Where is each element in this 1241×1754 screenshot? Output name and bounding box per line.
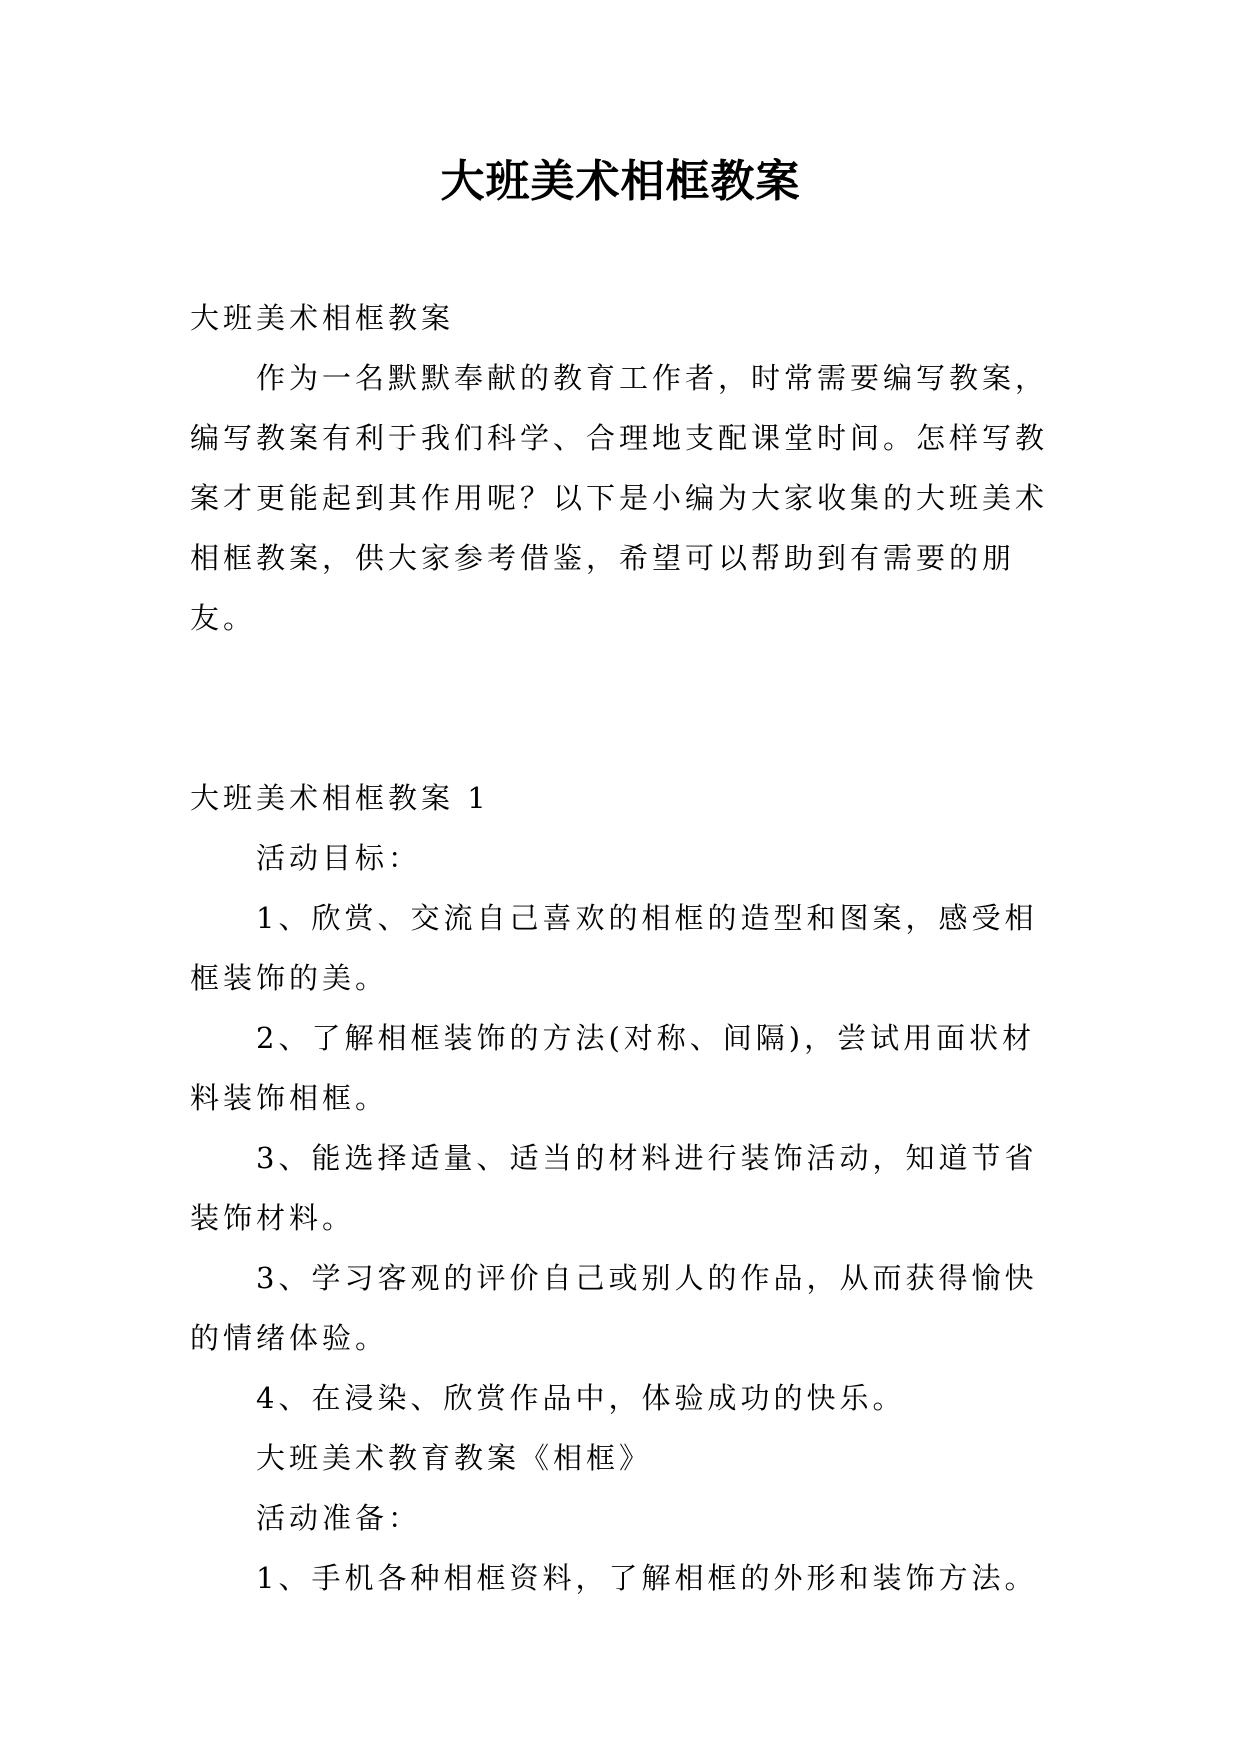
intro-paragraph: 作为一名默默奉献的教育工作者，时常需要编写教案，编写教案有利于我们科学、合理地支配课堂时间。怎样写教案才更能起到其作用呢？以下是小编为大家收集的大班美术相框教案，供大家参考借鉴，希望可以帮助到有需要的朋友。 (190, 361, 1049, 635)
activity-prep-label: 活动准备： (256, 1501, 422, 1535)
prep-item-1: 1、手机各种相框资料，了解相框的外形和装饰方法。 (256, 1561, 1038, 1595)
goal-item-3b: 3、学习客观的评价自己或别人的作品，从而获得愉快的情绪体验。 (190, 1261, 1038, 1355)
goal-item-1: 1、欣赏、交流自己喜欢的相框的造型和图案，感受相框装饰的美。 (190, 901, 1038, 995)
goal-item-2: 2、了解相框装饰的方法(对称、间隔)，尝试用面状材料装饰相框。 (190, 1021, 1036, 1115)
section-spacer (190, 648, 1060, 768)
activity-goals-label: 活动目标： (256, 841, 422, 875)
section-heading: 大班美术相框教案 1 (190, 781, 490, 815)
subtitle-lesson: 大班美术教育教案《相框》 (256, 1441, 653, 1475)
goal-item-4: 4、在浸染、欣赏作品中，体验成功的快乐。 (256, 1381, 906, 1415)
document-body (190, 288, 1060, 1608)
intro-heading: 大班美术相框教案 (190, 301, 455, 335)
goal-item-3: 3、能选择适量、适当的材料进行装饰活动，知道节省装饰材料。 (190, 1141, 1038, 1235)
document-title: 大班美术相框教案 (440, 156, 801, 207)
